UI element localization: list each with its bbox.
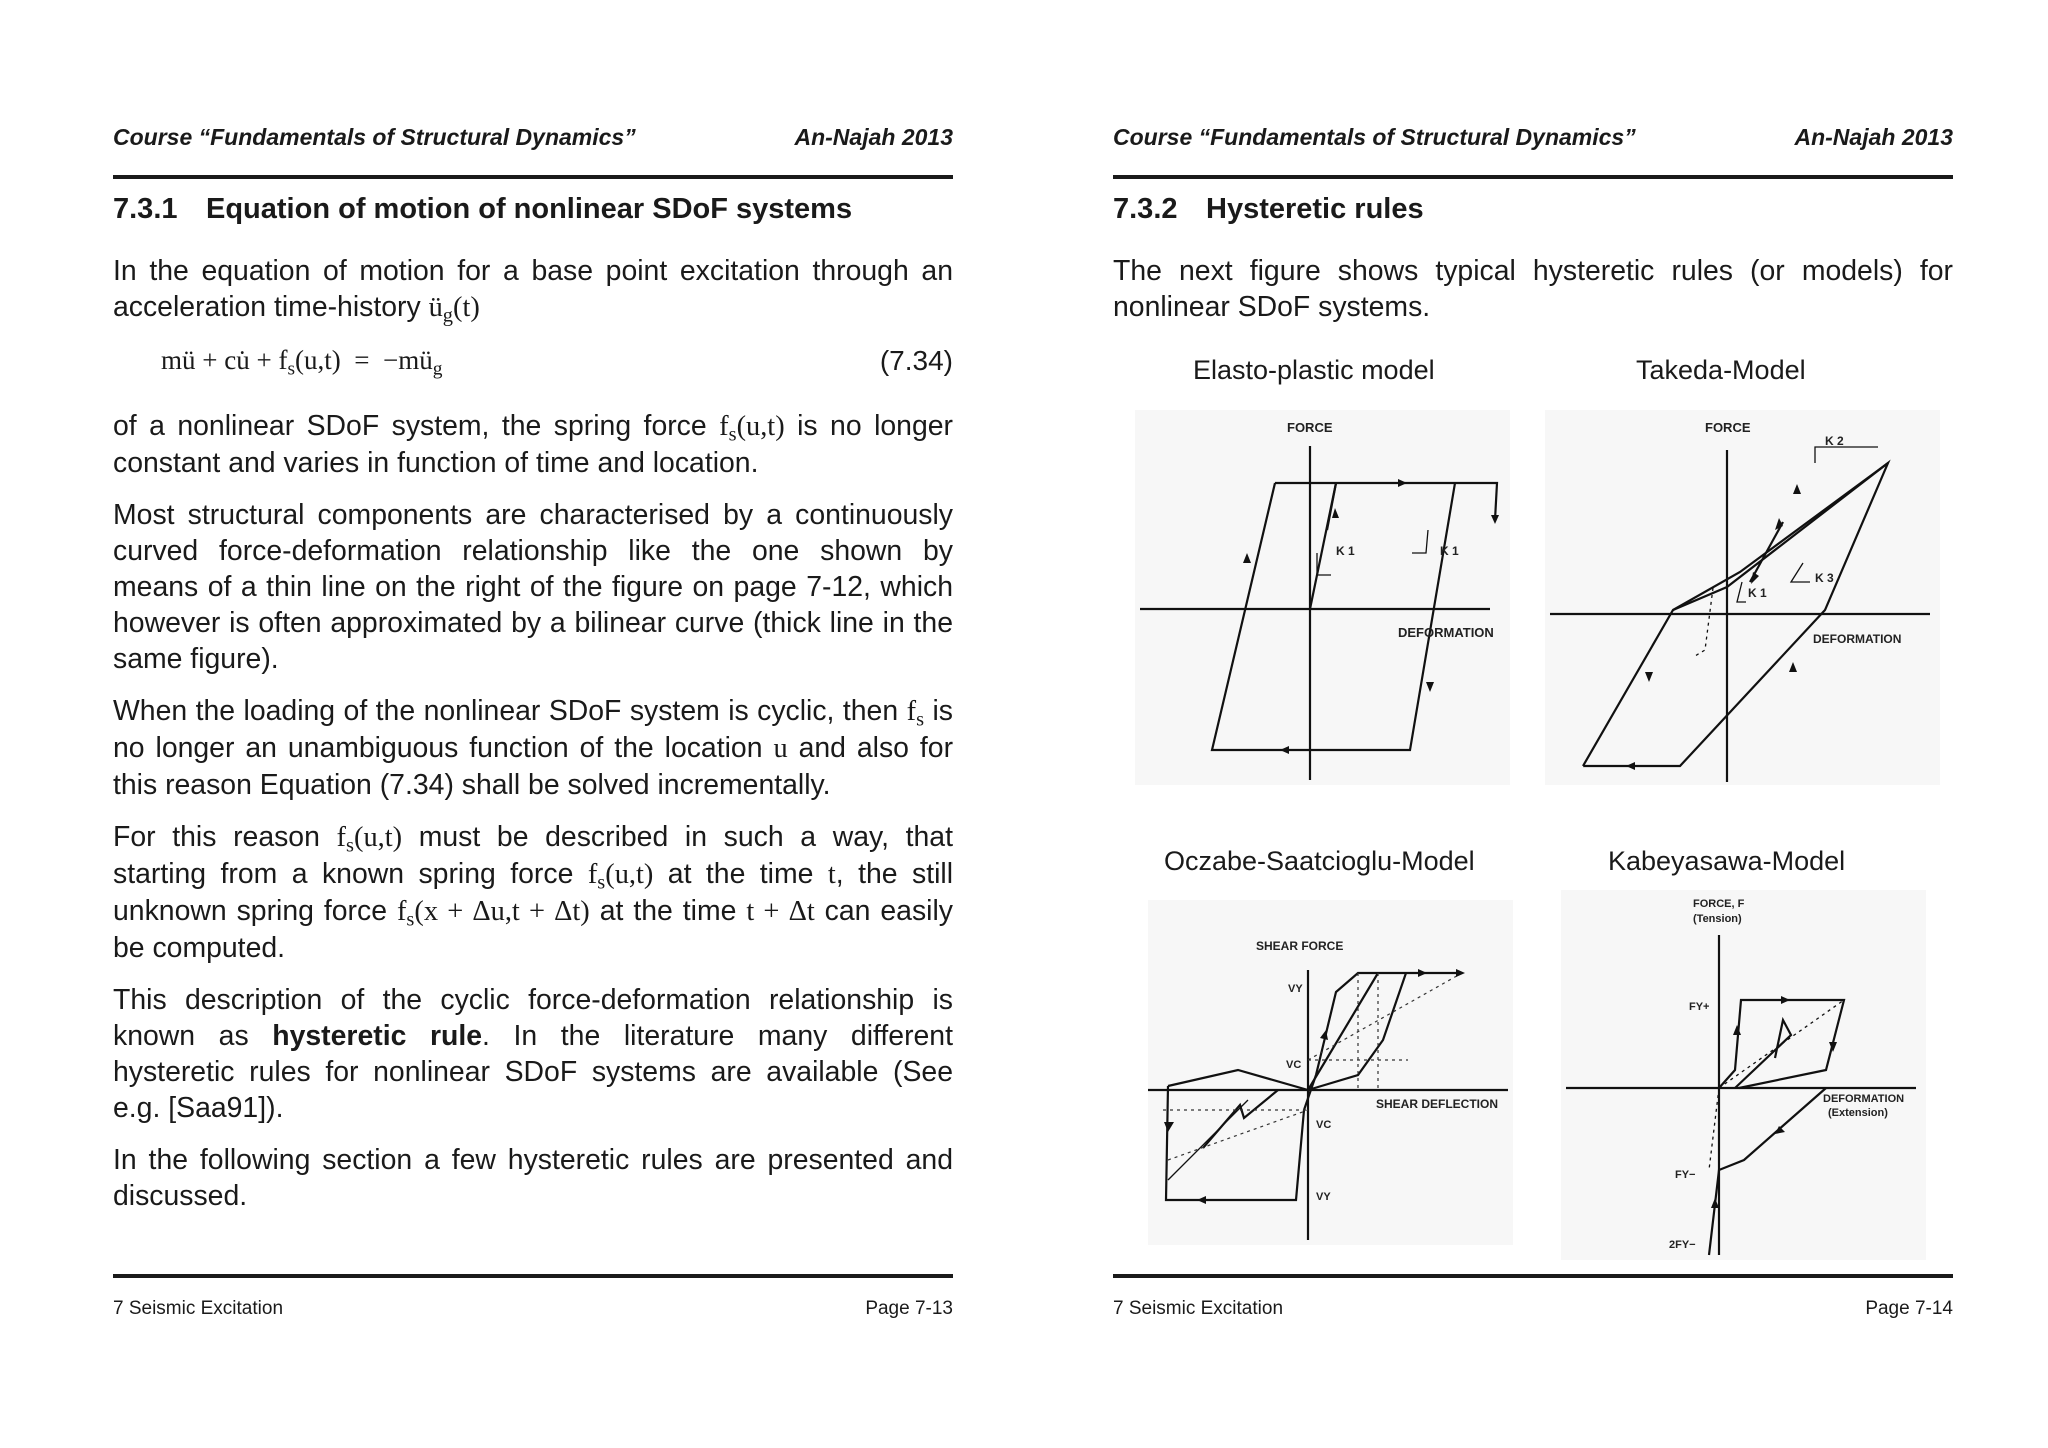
header-org: An-Najah 2013 (794, 124, 953, 150)
footer-chapter: 7 Seismic Excitation (113, 1298, 284, 1319)
left-page (113, 0, 953, 1448)
equation-number: (7.34) (879, 345, 953, 376)
deformation-axis-label: DEFORMATION (1823, 1093, 1905, 1105)
page-footer (1113, 1298, 1953, 1320)
arrowhead (1426, 682, 1434, 692)
oczabe-saatcioglu-figure (1148, 900, 1513, 1245)
intro-paragraph: The next figure shows typical hysteretic rules (or models) for nonlinear SDoF systems. (1113, 255, 1953, 323)
deformation-axis-label: DEFORMATION (1398, 625, 1494, 640)
arrowhead (1626, 762, 1635, 770)
hysteretic-rule-term: hysteretic rule (272, 1020, 483, 1052)
k3-label: K 3 (1815, 571, 1834, 585)
footer-page-number: Page 7-13 (865, 1298, 953, 1319)
figure-caption-oczabe: Oczabe-Saatcioglu-Model (1164, 846, 1475, 876)
arrowhead (1781, 996, 1790, 1004)
footer-page-number: Page 7-14 (1865, 1298, 1953, 1319)
intro-math: $ü_g(t)$ (428, 292, 480, 327)
section-title: Hysteretic rules (1206, 193, 1424, 225)
section-number: 7.3.2 (1113, 193, 1178, 225)
section-heading (1113, 193, 1424, 226)
takeda-figure (1545, 410, 1940, 785)
section-number: 7.3.1 (113, 193, 178, 225)
force-axis-label: FORCE (1287, 420, 1333, 435)
hysteresis-loop (1275, 483, 1497, 520)
deformation-axis-label: DEFORMATION (1813, 632, 1902, 646)
page-footer (113, 1298, 953, 1320)
arrowhead (1491, 515, 1499, 524)
force-axis-sublabel: (Tension) (1693, 913, 1742, 925)
section-heading (113, 193, 852, 226)
intro-text: In the equation of motion for a base point excitation through an acceleration time-history (113, 255, 953, 323)
deformation-axis-sublabel: (Extension) (1828, 1107, 1888, 1119)
arrowhead (1793, 484, 1801, 494)
page-header (113, 124, 953, 154)
right-page (1113, 0, 1953, 1448)
arrowhead (1280, 746, 1289, 754)
footer-rule (113, 1274, 953, 1278)
figure-caption-takeda: Takeda-Model (1636, 355, 1806, 385)
k1-label: K 1 (1336, 544, 1355, 558)
elasto-plastic-figure (1135, 410, 1510, 785)
equation-7-34 (113, 345, 953, 385)
page-header (1113, 124, 1953, 154)
arrowhead (1456, 969, 1465, 977)
k1-label: K 1 (1440, 544, 1459, 558)
paragraph: When the loading of the nonlinear SDoF system is cyclic, then $f_s$ is no longer an unambiguous function of the location u and also for this reason Equation (7.34) shall be solved incrementally. (113, 695, 954, 801)
intro-paragraph (113, 253, 953, 342)
k2-label: K 2 (1825, 434, 1844, 448)
k1-label: K 1 (1748, 586, 1767, 600)
arrowhead (1243, 553, 1251, 563)
arrowhead (1711, 1198, 1719, 1208)
vy-label: VY (1316, 1191, 1331, 1203)
fy-plus-label: FY+ (1689, 1001, 1710, 1013)
figure-caption-elasto-plastic: Elasto-plastic model (1193, 355, 1435, 385)
paragraph: Most structural components are characterised by a continuously curved force-deformation relationship like the one shown by means of a thin line on the right of the figure on page 7-12, which however is often approximated by a bilinear curve (thick line in the same figure). (113, 499, 953, 675)
header-org: An-Najah 2013 (1794, 124, 1953, 150)
body-text (113, 408, 953, 1230)
footer-chapter: 7 Seismic Excitation (1113, 1298, 1284, 1319)
arrowhead (1418, 969, 1427, 977)
footer-rule (1113, 1274, 1953, 1278)
arrowhead (1751, 572, 1759, 584)
equation-expression: mü + cu̇ + $f_s(u,t)$ = $-mü_g$ (161, 345, 443, 380)
arrowhead (1645, 672, 1653, 682)
paragraph: For this reason $f_s(u,t)$ must be described in such a way, that starting from a known spring force $f_s(u,t)$ at the time t, the still unknown spring force $f_s(x + \Delta u,t + \Delta t)$ at the time t + Δt can easily be computed. (113, 821, 953, 964)
two-fy-label: 2FY− (1669, 1239, 1696, 1251)
shear-force-axis-label: SHEAR FORCE (1256, 939, 1344, 953)
course-title: Course “Fundamentals of Structural Dynamics” (113, 124, 636, 150)
vy-label: VY (1288, 983, 1303, 995)
arrowhead (1789, 662, 1797, 672)
header-rule (1113, 175, 1953, 179)
figure-caption-kabeyasawa: Kabeyasawa-Model (1608, 846, 1846, 876)
paragraph: This description of the cyclic force-deformation relationship is known as hysteretic rule. In the literature many different hysteretic rules for nonlinear SDoF systems are available (See e.g. [Saa91]). (113, 984, 953, 1124)
vc-label: VC (1286, 1059, 1302, 1071)
force-axis-label: FORCE, F (1693, 898, 1745, 910)
paragraph: of a nonlinear SDoF system, the spring force $f_s(u,t)$ is no longer constant and varies in function of time and location. (113, 410, 954, 479)
paragraph: In the following section a few hysteretic rules are presented and discussed. (113, 1144, 953, 1212)
arrowhead (1197, 1196, 1206, 1204)
fy-minus-label: FY− (1675, 1169, 1696, 1181)
kabeyasawa-figure (1561, 890, 1926, 1260)
header-rule (113, 175, 953, 179)
arrowhead (1332, 508, 1339, 518)
section-title: Equation of motion of nonlinear SDoF systems (206, 193, 853, 225)
arrowhead (1398, 479, 1407, 487)
arrowhead (1164, 1122, 1174, 1132)
shear-deflection-axis-label: SHEAR DEFLECTION (1376, 1097, 1499, 1111)
course-title: Course “Fundamentals of Structural Dynamics” (1113, 124, 1636, 150)
force-axis-label: FORCE (1705, 420, 1751, 435)
vc-label: VC (1316, 1119, 1332, 1131)
